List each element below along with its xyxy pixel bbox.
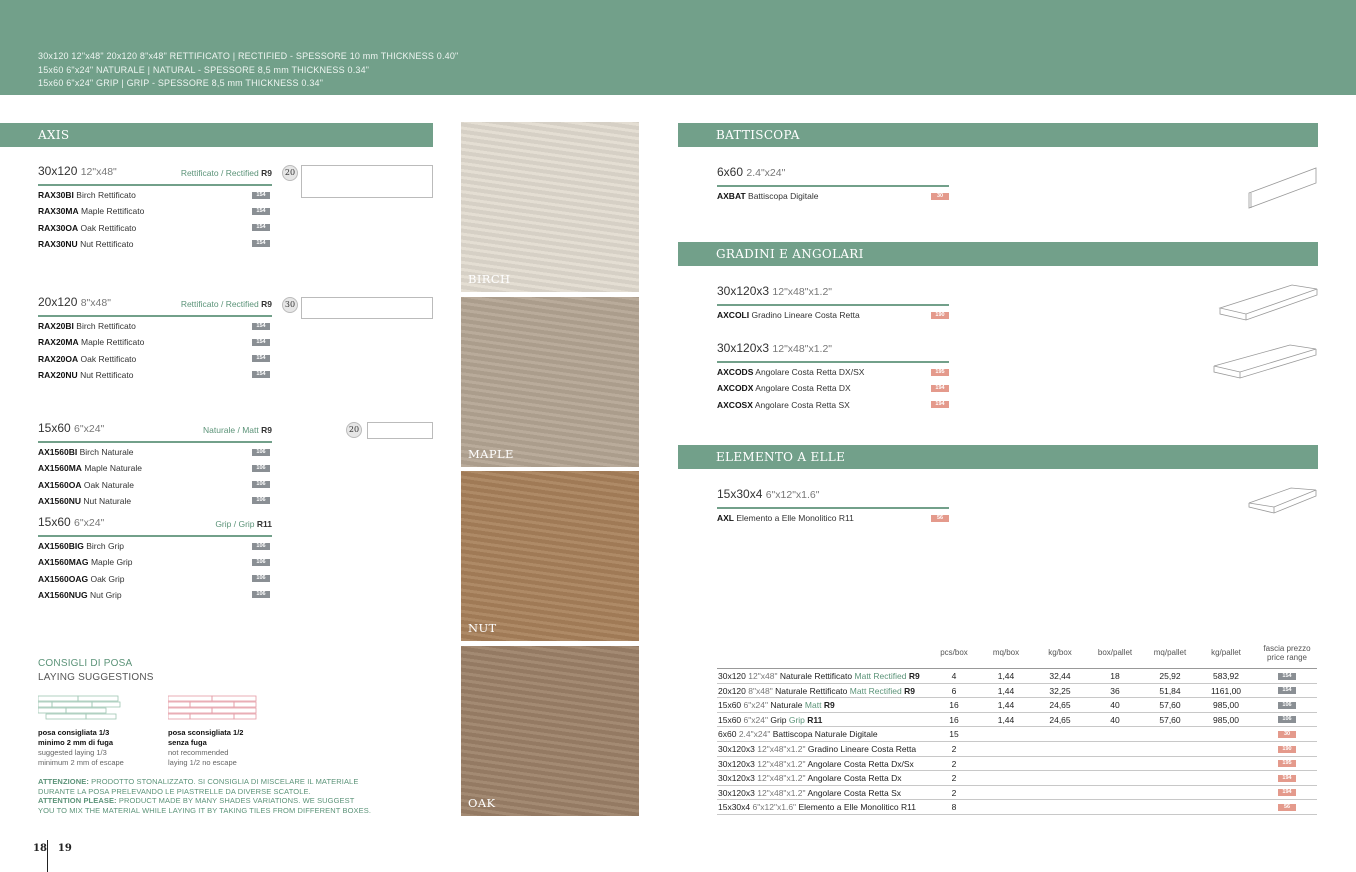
recommended-laying-pattern	[38, 694, 122, 724]
row-size: 30x120x3	[718, 744, 755, 754]
product-code: AX1560BIG	[38, 541, 84, 551]
swatch-oak	[461, 646, 639, 816]
product-code: RAX20NU	[38, 369, 78, 380]
row-description	[718, 698, 835, 712]
row-inch: 6"x24"	[743, 714, 769, 725]
attention-it-text2: DURANTE LA POSA PRELEVANDO LE PIASTRELLE DA DIVERSE SCATOLE.	[38, 786, 311, 796]
row-desc: Naturale Rettificato	[779, 671, 853, 681]
price-badge: 154	[252, 323, 270, 330]
table-row	[717, 800, 1317, 815]
row-inch: 2.4"x24"	[738, 729, 771, 740]
recommended-line4: minimum 2 mm of escape	[38, 758, 124, 767]
row-grade: R11	[807, 714, 823, 725]
row-size: 30x120	[718, 671, 746, 681]
product-row	[38, 320, 136, 332]
axis-section-title: AXIS	[0, 123, 433, 147]
cell-kgbox: 32,25	[1049, 685, 1071, 696]
swatch-label: MAPLE	[468, 446, 514, 461]
corner-step-drawing	[1210, 342, 1320, 384]
product-name: Birch Rettificato	[76, 321, 136, 331]
accessory-row	[717, 382, 851, 394]
price-badge: 106	[1278, 702, 1296, 709]
column-header: mq/box	[992, 648, 1020, 657]
column-header: kg/box	[1048, 648, 1072, 657]
row-description	[718, 742, 916, 756]
swatch-nut	[461, 471, 639, 641]
cell-pcs: 15	[949, 729, 959, 740]
price-badge: 106	[252, 449, 270, 456]
product-row	[38, 353, 136, 365]
cell-pcs: 4	[951, 671, 957, 681]
row-description	[718, 757, 914, 771]
product-name: Maple Naturale	[84, 463, 142, 474]
not-recommended-line3: not recommended	[168, 748, 229, 757]
attention-en-text2: YOU TO MIX THE MATERIAL WHILE LAYING IT BY TAKING TILES FROM DIFFERENT BOXES.	[38, 805, 372, 815]
product-row	[38, 446, 133, 458]
box-pictogram	[367, 422, 433, 439]
spec-line: 15x60 6"x24" GRIP | GRIP - SPESSORE 8,5 mm THICKNESS 0.34"	[38, 78, 324, 88]
cell-mqpal: 57,60	[1159, 714, 1181, 725]
pieces-circle: 30	[282, 297, 298, 313]
recommended-line2: minimo 2 mm di fuga	[38, 738, 114, 747]
table-row	[717, 727, 1317, 742]
product-name: Maple Rettificato	[81, 337, 145, 348]
product-name: Maple Grip	[90, 557, 133, 568]
spec-line: 30x120 12"x48" 20x120 8"x48" RETTIFICATO | RECTIFIED - SPESSORE 10 mm THICKNESS 0.40"	[38, 51, 459, 61]
spec-lines	[38, 50, 458, 91]
attention-note	[38, 777, 371, 815]
group-inch: 8"x48"	[80, 297, 111, 309]
battiscopa-section-title: BATTISCOPA	[678, 123, 1318, 147]
product-name: Oak Naturale	[83, 479, 134, 490]
row-grade: R9	[908, 671, 920, 681]
group-finish: Naturale / Matt R9	[203, 425, 272, 435]
product-code: RAX20MA	[38, 337, 79, 348]
price-badge: 154	[252, 240, 270, 247]
swatch-birch	[461, 122, 639, 292]
spec-line: 15x60 6"x24" NATURALE | NATURAL - SPESSORE 8,5 mm THICKNESS 0.34"	[38, 64, 370, 75]
product-code: AXBAT	[717, 191, 746, 201]
skirting-drawing	[1246, 165, 1320, 211]
product-name: Maple Rettificato	[81, 206, 145, 217]
cell-pcs: 6	[951, 685, 957, 696]
product-row	[38, 589, 122, 601]
group-size-title: 20x120 8"x48"	[38, 295, 111, 309]
product-code: RAX30BI	[38, 190, 74, 200]
product-code: AX1560BI	[38, 447, 78, 457]
cell-pcs: 2	[951, 787, 957, 798]
row-desc: Grip	[770, 714, 787, 725]
row-inch: 12"x48"x1.2"	[757, 744, 806, 754]
row-description	[718, 727, 878, 741]
column-header: mq/pallet	[1153, 648, 1187, 657]
cell-kgpal: 1161,00	[1210, 685, 1242, 696]
group-rule	[38, 315, 272, 317]
cell-boxpal: 40	[1110, 714, 1120, 725]
slip-rating: R9	[261, 299, 272, 309]
product-code: AX1560MAG	[38, 557, 89, 568]
cell-boxpal: 18	[1110, 671, 1120, 681]
product-name: Birch Grip	[86, 541, 125, 551]
row-size: 15x30x4	[718, 802, 751, 813]
accessory-row	[717, 399, 850, 411]
table-row	[717, 771, 1317, 786]
cell-kgpal: 985,00	[1213, 700, 1239, 711]
product-row	[38, 495, 131, 507]
group-size-title: 30x120x3 12"x48"x1.2"	[717, 341, 833, 355]
product-row	[38, 336, 144, 348]
page-separator	[47, 840, 48, 872]
row-inch: 6"x24"	[743, 700, 769, 711]
accessory-row	[717, 366, 864, 378]
step-drawing	[1216, 282, 1320, 328]
price-badge: 154	[252, 192, 270, 199]
cell-pcs: 8	[951, 802, 957, 813]
product-code: AX1560OAG	[38, 573, 89, 584]
row-description	[718, 800, 916, 814]
not-recommended-line2: senza fuga	[168, 738, 207, 747]
group-size-title: 15x60 6"x24"	[38, 515, 105, 529]
price-badge: 190	[931, 312, 949, 319]
row-description	[718, 713, 822, 727]
not-recommended-laying-pattern	[168, 694, 258, 724]
price-badge: 106	[252, 465, 270, 472]
laying-suggestions	[38, 658, 154, 683]
group-inch: 6"x24"	[74, 423, 105, 435]
row-size: 15x60	[718, 700, 742, 711]
group-inch: 2.4"x24"	[746, 167, 786, 179]
slip-rating: R9	[261, 168, 272, 178]
price-badge: 56	[931, 515, 949, 522]
pieces-circle: 20	[282, 165, 298, 181]
product-code: RAX30OA	[38, 222, 79, 233]
swatch-label: NUT	[468, 621, 497, 635]
row-desc: Naturale Rettificato	[775, 685, 848, 696]
group-size-title: 15x30x4 6"x12"x1.6"	[717, 487, 820, 501]
price-badge: 106	[1278, 716, 1296, 723]
cell-mqbox: 1,44	[997, 714, 1015, 725]
price-badge: 154	[252, 371, 270, 378]
group-rule	[717, 185, 949, 187]
gradini-section-title: GRADINI E ANGOLARI	[678, 242, 1318, 266]
product-code: RAX30MA	[38, 206, 79, 217]
price-badge: 154	[252, 224, 270, 231]
cell-mqbox: 1,44	[997, 700, 1015, 711]
product-code: RAX20BI	[38, 321, 74, 331]
cell-pcs: 2	[951, 744, 957, 754]
price-badge: 194	[931, 401, 949, 408]
cell-kgbox: 24,65	[1049, 700, 1071, 711]
cell-mqpal: 57,60	[1159, 700, 1181, 711]
price-badge: 106	[252, 481, 270, 488]
row-description	[718, 786, 901, 800]
product-row	[38, 540, 124, 552]
row-desc: Gradino Lineare Costa Retta	[807, 744, 917, 754]
table-row	[717, 669, 1317, 684]
row-inch: 12"x48"x1.2"	[757, 787, 806, 798]
product-name: Angolare Costa Retta DX/SX	[755, 367, 865, 377]
group-inch: 12"x48"	[80, 166, 117, 178]
attention-it-text: PRODOTTO STONALIZZATO. SI CONSIGLIA DI MISCELARE IL MATERIALE	[88, 777, 359, 786]
group-rule	[38, 535, 272, 537]
product-name: Oak Grip	[90, 573, 125, 584]
product-name: Angolare Costa Retta SX	[754, 399, 850, 410]
pieces-circle: 20	[346, 422, 362, 438]
product-name: Battiscopa Digitale	[748, 191, 819, 201]
attention-en-label: ATTENTION PLEASE:	[38, 796, 117, 805]
price-badge: 30	[931, 193, 949, 200]
row-grade: R9	[823, 700, 835, 711]
product-row	[38, 479, 134, 491]
price-badge: 30	[1278, 731, 1296, 738]
product-code: AXCODX	[717, 383, 754, 394]
product-row	[38, 369, 133, 381]
product-row	[38, 462, 142, 474]
row-inch: 6"x12"x1.6"	[752, 802, 797, 813]
consigli-title: CONSIGLI DI POSA	[38, 658, 133, 669]
row-inch: 12"x48"	[748, 671, 778, 681]
consigli-subtitle: LAYING SUGGESTIONS	[38, 672, 154, 683]
product-code: AX1560NU	[38, 495, 81, 506]
row-description	[718, 684, 915, 698]
table-row	[717, 742, 1317, 757]
row-desc: Naturale	[770, 700, 803, 711]
page-left: 18	[33, 843, 47, 854]
accessory-row	[717, 190, 818, 202]
price-range-it: fascia prezzo	[1263, 644, 1311, 653]
price-badge: 106	[252, 591, 270, 598]
product-name: Oak Rettificato	[80, 222, 137, 233]
row-finish: Grip	[788, 714, 805, 725]
row-desc: Elemento a Elle Monolitico R11	[798, 802, 916, 813]
group-rule	[717, 304, 949, 306]
row-finish: Matt Rectified	[854, 671, 907, 681]
price-badge: 106	[252, 575, 270, 582]
cell-mqpal: 51,84	[1159, 685, 1181, 696]
group-size-title: 6x60 2.4"x24"	[717, 165, 786, 179]
product-code: AX1560NUG	[38, 589, 88, 600]
cell-kgbox: 24,65	[1049, 714, 1071, 725]
recommended-laying-text	[38, 728, 124, 768]
row-size: 30x120x3	[718, 758, 755, 769]
row-description	[718, 771, 901, 785]
column-header: kg/pallet	[1211, 648, 1241, 657]
cell-kgpal: 583,92	[1213, 671, 1239, 681]
product-name: Nut Rettificato	[80, 369, 134, 380]
group-inch: 12"x48"x1.2"	[772, 343, 833, 355]
row-desc: Angolare Costa Retta Sx	[807, 787, 901, 798]
page-numbers	[33, 843, 72, 854]
row-desc: Battiscopa Naturale Digitale	[772, 729, 878, 740]
cell-pcs: 2	[951, 773, 957, 784]
box-pictogram	[301, 165, 433, 198]
price-badge: 190	[1278, 746, 1296, 753]
product-name: Elemento a Elle Monolitico R11	[736, 513, 854, 523]
cell-pcs: 2	[951, 758, 957, 769]
swatch-label: BIRCH	[468, 272, 511, 286]
table-row	[717, 684, 1317, 699]
price-badge: 194	[931, 385, 949, 392]
swatch-maple	[461, 297, 639, 467]
row-size: 15x60	[718, 714, 742, 725]
product-row	[38, 222, 136, 234]
box-pictogram	[301, 297, 433, 319]
row-size: 6x60	[718, 729, 737, 740]
cell-mqbox: 1,44	[997, 685, 1015, 696]
price-badge: 56	[1278, 804, 1296, 811]
group-size-title: 30x120 12"x48"	[38, 164, 117, 178]
cell-boxpal: 36	[1110, 685, 1120, 696]
price-badge: 154	[1278, 673, 1296, 680]
price-range-header	[1252, 644, 1322, 662]
product-name: Oak Rettificato	[80, 353, 137, 364]
product-code: AX1560MA	[38, 463, 82, 474]
attention-en-text: PRODUCT MADE BY MANY SHADES VARIATIONS. WE SUGGEST	[116, 796, 355, 805]
slip-rating: R11	[256, 519, 272, 529]
product-row	[38, 189, 136, 201]
cell-boxpal: 40	[1110, 700, 1120, 711]
row-desc: Angolare Costa Retta Dx/Sx	[807, 758, 914, 769]
accessory-row	[717, 309, 860, 321]
not-recommended-line4: laying 1/2 no escape	[168, 758, 237, 767]
product-code: AXCOLI	[717, 310, 750, 320]
recommended-line3: suggested laying 1/3	[38, 748, 107, 757]
page-right: 19	[57, 843, 72, 854]
price-badge: 195	[1278, 760, 1296, 767]
group-inch: 6"x24"	[74, 517, 105, 529]
product-name: Nut Naturale	[83, 495, 132, 506]
product-code: AXCODS	[717, 367, 754, 377]
row-inch: 12"x48"x1.2"	[757, 773, 806, 784]
slip-rating: R9	[261, 425, 272, 435]
price-badge: 106	[252, 559, 270, 566]
price-badge: 106	[252, 543, 270, 550]
row-grade: R9	[904, 685, 915, 696]
l-element-drawing	[1246, 485, 1320, 523]
price-badge: 195	[931, 369, 949, 376]
product-row	[38, 573, 124, 585]
table-row	[717, 698, 1317, 713]
row-size: 30x120x3	[718, 787, 755, 798]
column-header: box/pallet	[1097, 648, 1133, 657]
group-rule	[717, 361, 949, 363]
row-finish: Matt Rectified	[849, 685, 902, 696]
group-rule	[717, 507, 949, 509]
product-name: Angolare Costa Retta DX	[755, 383, 851, 394]
cell-pcs: 16	[949, 714, 959, 725]
product-name: Nut Rettificato	[80, 238, 134, 249]
product-name: Gradino Lineare Costa Retta	[751, 310, 860, 320]
cell-pcs: 16	[949, 700, 959, 711]
product-code: AXCOSX	[717, 399, 753, 410]
cell-mqpal: 25,92	[1159, 671, 1181, 681]
group-rule	[38, 441, 272, 443]
table-row	[717, 757, 1317, 772]
row-finish: Matt	[804, 700, 822, 711]
product-row	[38, 238, 133, 250]
group-size-title: 30x120x3 12"x48"x1.2"	[717, 284, 833, 298]
price-badge: 154	[252, 355, 270, 362]
not-recommended-laying-text	[168, 728, 243, 768]
group-finish: Rettificato / Rectified R9	[180, 168, 272, 178]
swatch-label: OAK	[468, 795, 496, 810]
row-inch: 12"x48"x1.2"	[757, 758, 806, 769]
not-recommended-line1: posa sconsigliata 1/2	[168, 728, 244, 737]
table-row	[717, 786, 1317, 801]
accessory-row	[717, 512, 854, 524]
group-size-title: 15x60 6"x24"	[38, 421, 105, 435]
product-row	[38, 556, 133, 568]
group-inch: 12"x48"x1.2"	[772, 286, 833, 298]
product-name: Birch Naturale	[79, 447, 134, 457]
product-name: Birch Rettificato	[76, 190, 136, 200]
elle-section-title: ELEMENTO A ELLE	[678, 445, 1318, 469]
cell-mqbox: 1,44	[997, 671, 1015, 681]
product-code: AXL	[717, 513, 734, 523]
product-code: RAX30NU	[38, 238, 78, 249]
recommended-line1: posa consigliata 1/3	[38, 728, 110, 737]
header-band	[0, 0, 1356, 95]
row-size: 20x120	[718, 685, 746, 696]
price-badge: 106	[252, 497, 270, 504]
price-badge: 194	[1278, 775, 1296, 782]
price-badge: 154	[252, 208, 270, 215]
price-badge: 154	[1278, 687, 1296, 694]
group-inch: 6"x12"x1.6"	[765, 489, 820, 501]
product-code: AX1560OA	[38, 479, 82, 490]
row-size: 30x120x3	[718, 773, 755, 784]
group-finish: Grip / Grip R11	[215, 519, 272, 529]
group-finish: Rettificato / Rectified R9	[180, 299, 272, 309]
attention-it-label: ATTENZIONE:	[38, 777, 89, 786]
price-range-en: price range	[1266, 653, 1308, 662]
product-code: RAX20OA	[38, 353, 79, 364]
product-row	[38, 205, 144, 217]
cell-kgpal: 985,00	[1213, 714, 1239, 725]
row-inch: 8"x48"	[748, 685, 773, 696]
group-rule	[38, 184, 272, 186]
table-row	[717, 713, 1317, 728]
row-desc: Angolare Costa Retta Dx	[807, 773, 902, 784]
row-description	[718, 669, 920, 683]
price-badge: 154	[252, 339, 270, 346]
column-header: pcs/box	[940, 648, 968, 657]
cell-kgbox: 32,44	[1049, 671, 1071, 681]
product-name: Nut Grip	[89, 589, 122, 600]
price-badge: 194	[1278, 789, 1296, 796]
